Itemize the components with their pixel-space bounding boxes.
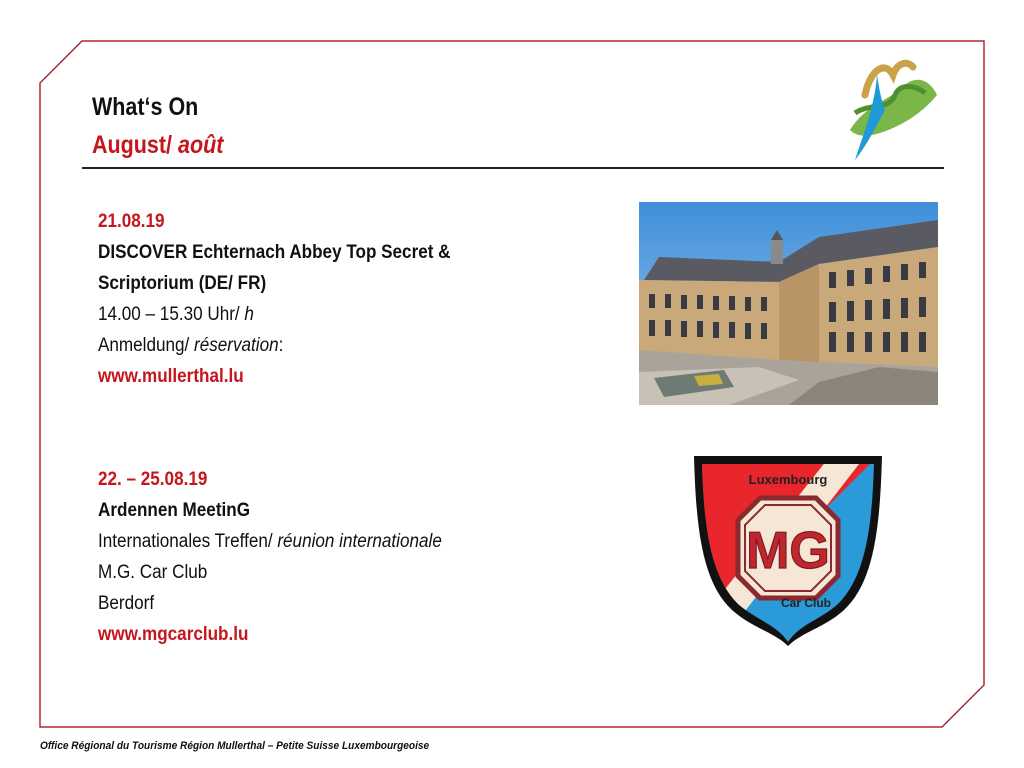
event-booking xyxy=(98,330,451,361)
event-title-line1: DISCOVER Echternach Abbey Top Secret & xyxy=(98,242,451,263)
mg-car-club-badge xyxy=(688,446,888,646)
event-description xyxy=(98,526,442,557)
event-link-mgcarclub[interactable]: www.mgcarclub.lu xyxy=(98,624,249,645)
event-time-suffix: h xyxy=(244,304,254,325)
event-abbey xyxy=(98,206,451,392)
month-heading xyxy=(92,130,223,160)
event-date: 21.08.19 xyxy=(98,211,165,232)
badge-top-text: Luxembourg xyxy=(748,472,828,487)
event-place: Berdorf xyxy=(98,593,155,614)
event-date: 22. – 25.08.19 xyxy=(98,469,208,490)
event-time xyxy=(98,299,451,330)
event-link-mullerthal[interactable]: www.mullerthal.lu xyxy=(98,366,244,387)
badge-letters: MG xyxy=(746,522,830,580)
booking-fr: réservation xyxy=(194,335,279,356)
event-time-text: 14.00 – 15.30 Uhr/ xyxy=(98,304,245,325)
month-de: August/ xyxy=(92,131,178,159)
event-mg-meeting xyxy=(98,464,442,650)
badge-bottom-text: Car Club xyxy=(780,596,832,610)
desc-de: Internationales Treffen/ xyxy=(98,531,278,552)
desc-fr: réunion internationale xyxy=(277,531,442,552)
booking-de: Anmeldung/ xyxy=(98,335,195,356)
mullerthal-logo xyxy=(845,55,940,165)
abbey-photo xyxy=(639,202,938,405)
page-title: What‘s On xyxy=(92,93,199,121)
event-title: Ardennen MeetinG xyxy=(98,500,251,521)
footer-text: Office Régional du Tourisme Région Mullerthal – Petite Suisse Luxembourgeoise xyxy=(40,740,430,752)
month-fr: août xyxy=(178,131,224,159)
event-organizer: M.G. Car Club xyxy=(98,562,208,583)
booking-colon: : xyxy=(278,335,284,356)
title-divider xyxy=(82,167,944,169)
event-title-line2: Scriptorium (DE/ FR) xyxy=(98,273,267,294)
